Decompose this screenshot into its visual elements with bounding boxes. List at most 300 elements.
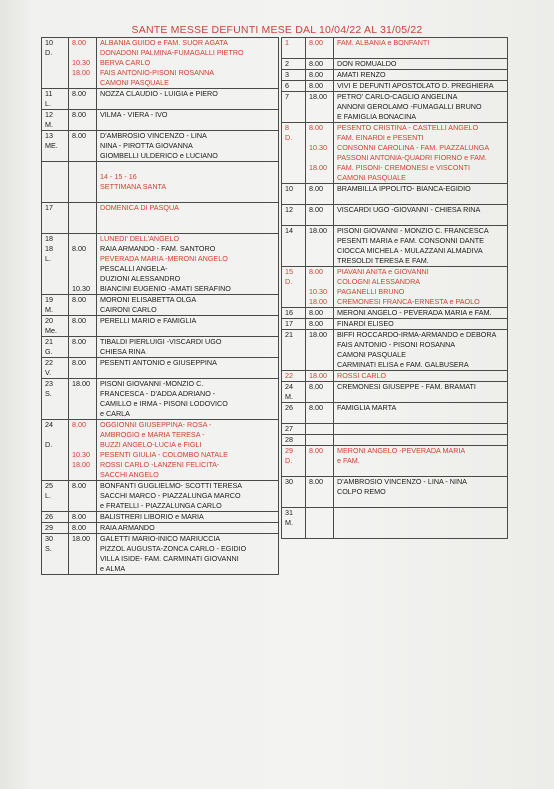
intention-names: RAIA ARMANDO - FAM. SANTORO <box>100 244 216 253</box>
mass-time: 8.00 <box>72 420 86 429</box>
day-label: 31 <box>285 508 293 517</box>
mass-time <box>309 528 333 538</box>
intention-names: FINARDI ELISEO <box>337 319 394 328</box>
intention-names: NOZZA CLAUDIO - LUIGIA e PIERO <box>100 89 218 98</box>
time-cell <box>69 534 97 575</box>
schedule-row <box>282 371 508 382</box>
mass-time <box>309 392 333 402</box>
intention-names <box>100 326 278 336</box>
day-label: 6 <box>285 81 289 90</box>
intention-cell <box>97 379 279 420</box>
mass-time <box>72 151 96 161</box>
mass-time <box>72 213 96 223</box>
day-cell <box>282 403 306 424</box>
intention-names: CAMONI PASQUALE <box>100 78 169 87</box>
mass-time: 8.00 <box>309 38 323 47</box>
mass-time <box>72 491 96 501</box>
day-label: 18 <box>45 234 53 243</box>
intention-cell <box>334 382 508 403</box>
intention-names: BIANCINI EUGENIO -AMATI SERAFINO <box>100 284 231 293</box>
day-label: 18 <box>45 244 53 253</box>
intention-cell <box>334 92 508 123</box>
mass-time: 8.00 <box>72 512 86 521</box>
day-label: 29 <box>45 523 53 532</box>
intention-names: PEVERADA MARIA -MERONI ANGELO <box>100 254 228 263</box>
schedule-row <box>282 477 508 508</box>
time-cell <box>69 337 97 358</box>
day-label: 25 <box>45 481 53 490</box>
intention-cell <box>334 308 508 319</box>
mass-time <box>309 466 333 476</box>
mass-time: 8.00 <box>72 481 86 490</box>
intention-cell <box>334 184 508 205</box>
intention-names: CAIRONI CARLO <box>100 305 157 314</box>
day-label: 2 <box>285 59 289 68</box>
schedule-row <box>282 424 508 435</box>
intention-cell <box>97 523 279 534</box>
day-cell <box>282 446 306 477</box>
day-label: D. <box>45 48 53 57</box>
mass-time <box>309 48 333 58</box>
intention-names: RAIA ARMANDO <box>100 523 155 532</box>
time-cell <box>69 481 97 512</box>
mass-time: 8.00 <box>72 89 86 98</box>
day-label: 26 <box>45 512 53 521</box>
intention-names: COLPO REMO <box>337 487 386 496</box>
schedule-row <box>282 205 508 226</box>
intention-names: TRESOLDI TERESA E FAM. <box>337 256 429 265</box>
intention-names: CIOCCA MICHELA - MULAZZANI ALMADIVA <box>337 246 483 255</box>
intention-cell <box>334 123 508 184</box>
mass-time <box>72 162 96 172</box>
mass-time <box>72 48 96 58</box>
schedule-row <box>42 481 279 512</box>
intention-names: 14 - 15 - 16 <box>100 172 137 181</box>
intention-cell <box>334 330 508 371</box>
mass-time: 10.30 <box>309 287 327 296</box>
mass-time: 18.00 <box>72 68 90 77</box>
mass-time <box>309 518 333 528</box>
day-cell <box>42 203 69 234</box>
intention-names <box>100 213 278 223</box>
intention-names: PERELLI MARIO e FAMIGLIA <box>100 316 197 325</box>
time-cell <box>306 330 334 371</box>
intention-names <box>337 392 507 402</box>
mass-time: 10.30 <box>309 143 327 152</box>
day-label: M. <box>285 392 293 401</box>
mass-time: 8.00 <box>309 184 323 193</box>
time-cell <box>306 371 334 382</box>
mass-time: 8.00 <box>72 523 86 532</box>
mass-time <box>309 133 333 143</box>
mass-time <box>72 264 96 274</box>
day-label: 30 <box>45 534 53 543</box>
intention-names: PAGANELLI BRUNO <box>337 287 405 296</box>
time-cell <box>69 203 97 234</box>
time-cell <box>69 523 97 534</box>
day-cell <box>282 81 306 92</box>
intention-cell <box>97 534 279 575</box>
mass-time: 8.00 <box>309 319 323 328</box>
intention-names: PESENTI GIULIA - COLOMBO NATALE <box>100 450 228 459</box>
mass-time: 8.00 <box>309 382 323 391</box>
day-cell <box>282 435 306 446</box>
intention-names: e FAM. <box>337 456 360 465</box>
time-cell <box>306 508 334 539</box>
intention-names: D'AMBROSIO VINCENZO - LINA <box>100 131 207 140</box>
mass-time: 10.30 <box>72 58 90 67</box>
time-cell <box>306 267 334 308</box>
day-label: 26 <box>285 403 293 412</box>
intention-names <box>337 508 507 518</box>
intention-cell <box>97 358 279 379</box>
intention-names: PIZZOL AUGUSTA-ZONCA CARLO - EGIDIO <box>100 544 247 553</box>
intention-names: CHIESA RINA <box>100 347 146 356</box>
intention-names: LUNEDI' DELL'ANGELO <box>100 234 180 243</box>
intention-names <box>337 528 507 538</box>
day-cell <box>282 92 306 123</box>
intention-cell <box>97 316 279 337</box>
time-cell <box>306 403 334 424</box>
intention-names: FAM. PISONI- CREMONESI e VISCONTI <box>337 163 470 172</box>
time-cell <box>306 59 334 70</box>
day-cell <box>282 123 306 184</box>
day-label: M. <box>45 120 53 129</box>
mass-time: 8.00 <box>309 205 323 214</box>
intention-cell <box>334 267 508 308</box>
day-label: 24 <box>45 420 53 429</box>
day-cell <box>42 295 69 316</box>
mass-time <box>309 256 333 266</box>
intention-names: OGGIONNI GIUSEPPINA- ROSA - <box>100 420 212 429</box>
day-cell <box>282 59 306 70</box>
mass-time <box>72 78 96 88</box>
intention-names: CREMONESI GIUSEPPE - FAM. BRAMATI <box>337 382 476 391</box>
schedule-row <box>42 295 279 316</box>
mass-time <box>309 102 333 112</box>
intention-names: PESCALLI ANGELA- <box>100 264 168 273</box>
intention-cell <box>334 205 508 226</box>
day-cell <box>282 70 306 81</box>
day-label: 11 <box>45 89 53 98</box>
mass-time <box>72 564 96 574</box>
intention-names <box>100 192 278 202</box>
intention-names: MERONI ANGELO -PEVERADA MARIA <box>337 446 466 455</box>
april-schedule-table <box>41 37 279 575</box>
mass-time: 8.00 <box>72 316 86 325</box>
schedule-row <box>42 89 279 110</box>
day-label: D. <box>285 456 293 465</box>
time-cell <box>306 424 334 435</box>
mass-time <box>72 223 96 233</box>
day-label: 15 <box>285 267 293 276</box>
day-label: 16 <box>285 308 293 317</box>
time-cell <box>69 358 97 379</box>
day-label: 21 <box>285 330 293 339</box>
time-cell <box>306 477 334 508</box>
intention-names: AMBROGIO e MARIA TERESA - <box>100 430 205 439</box>
day-label: 10 <box>285 184 293 193</box>
intention-names: ANNONI GEROLAMO -FUMAGALLI BRUNO <box>337 102 482 111</box>
day-cell <box>282 508 306 539</box>
intention-names: DUZIONI ALESSANDRO <box>100 274 181 283</box>
intention-cell <box>97 512 279 523</box>
intention-names: PISONI GIOVANNI - MONZIO C. FRANCESCA <box>337 226 489 235</box>
intention-cell <box>334 508 508 539</box>
intention-cell <box>334 371 508 382</box>
intention-names: FAMIGLIA MARTA <box>337 403 397 412</box>
time-cell <box>306 70 334 81</box>
intention-names: FAIS ANTONIO - PISONI ROSANNA <box>337 340 456 349</box>
intention-names <box>337 413 507 423</box>
intention-names: DONADONI PALMINA-FUMAGALLI PIETRO <box>100 48 244 57</box>
intention-names: DOMENICA DI PASQUA <box>100 203 179 212</box>
mass-time <box>72 120 96 130</box>
day-cell <box>282 38 306 59</box>
mass-time <box>72 305 96 315</box>
intention-names: FAM. ALBANIA e BONFANTI <box>337 38 430 47</box>
time-cell <box>306 123 334 184</box>
mass-time <box>309 435 333 445</box>
intention-names: BUZZI ANGELO-LUCIA e FIGLI <box>100 440 202 449</box>
mass-time: 18.00 <box>309 330 327 339</box>
day-cell <box>42 234 69 295</box>
schedule-row <box>42 379 279 420</box>
intention-cell <box>97 295 279 316</box>
day-label: D. <box>285 277 293 286</box>
intention-names: BALISTRERI LIBORIO e MARIA <box>100 512 204 521</box>
schedule-row <box>42 110 279 131</box>
mass-time <box>309 236 333 246</box>
mass-time: 18.00 <box>72 379 90 388</box>
day-cell <box>42 523 69 534</box>
day-label: 21 <box>45 337 53 346</box>
intention-names: CAMONI PASQUALE <box>337 173 406 182</box>
mass-time <box>309 497 333 507</box>
mass-time <box>72 234 96 244</box>
day-cell <box>42 379 69 420</box>
intention-names: VILMA - VIERA - IVO <box>100 110 168 119</box>
day-label: ME. <box>45 141 58 150</box>
mass-time <box>72 409 96 419</box>
day-cell <box>282 477 306 508</box>
day-label: M. <box>285 518 293 527</box>
mass-time: 18.00 <box>309 371 327 380</box>
day-cell <box>282 371 306 382</box>
time-cell <box>69 131 97 162</box>
schedule-row <box>282 435 508 446</box>
intention-cell <box>334 59 508 70</box>
mass-time <box>309 112 333 122</box>
intention-names: CONSONNI CAROLINA - FAM. PIAZZALUNGA <box>337 143 490 152</box>
mass-time: 8.00 <box>72 131 86 140</box>
mass-time <box>72 554 96 564</box>
intention-cell <box>97 131 279 162</box>
mass-time: 8.00 <box>309 403 323 412</box>
day-label: 27 <box>285 424 293 433</box>
mass-time: 8.00 <box>72 38 86 47</box>
mass-time: 8.00 <box>309 267 323 276</box>
time-cell <box>306 446 334 477</box>
intention-names: CARMINATI ELISA e FAM. GALBUSERA <box>337 360 469 369</box>
day-cell <box>42 131 69 162</box>
schedule-row <box>282 267 508 308</box>
day-cell <box>282 205 306 226</box>
schedule-row <box>42 523 279 534</box>
intention-cell <box>97 337 279 358</box>
schedule-row <box>42 316 279 337</box>
day-cell <box>42 337 69 358</box>
day-label: 24 <box>285 382 293 391</box>
day-label <box>45 172 68 182</box>
intention-names: BRAMBILLA IPPOLITO- BIANCA-EGIDIO <box>337 184 471 193</box>
intention-names: SACCHI ANGELO <box>100 470 159 479</box>
mass-time <box>72 141 96 151</box>
mass-time <box>72 172 96 182</box>
schedule-row <box>282 92 508 123</box>
intention-cell <box>97 420 279 481</box>
mass-time: 18.00 <box>72 460 90 469</box>
intention-names: CREMONESI FRANCA-ERNESTA e PAOLO <box>337 297 480 306</box>
time-cell <box>69 89 97 110</box>
mass-time: 8.00 <box>309 446 323 455</box>
day-label: 8 <box>285 123 289 132</box>
intention-names: SETTIMANA SANTA <box>100 182 167 191</box>
day-label: 17 <box>45 203 53 212</box>
time-cell <box>306 382 334 403</box>
mass-time: 10.30 <box>72 450 90 459</box>
mass-time <box>309 173 333 183</box>
day-label: 10 <box>45 38 53 47</box>
intention-names: PESENTO CRISTINA - CASTELLI ANGELO <box>337 123 479 132</box>
intention-names: PIAVANI ANITA e GIOVANNI <box>337 267 429 276</box>
mass-time <box>309 215 333 225</box>
time-cell <box>69 295 97 316</box>
day-cell <box>42 358 69 379</box>
mass-time <box>72 347 96 357</box>
intention-names: e ALMA <box>100 564 126 573</box>
schedule-row <box>282 382 508 403</box>
intention-names: PASSONI ANTONIA-QUADRI FIORNO e FAM. <box>337 153 487 162</box>
intention-names: CAMONI PASQUALE <box>337 350 406 359</box>
intention-names: PETRO' CARLO-CAGLIO ANGELINA <box>337 92 458 101</box>
intention-names: MERONI ANGELO - PEVERADA MARIA e FAM. <box>337 308 492 317</box>
mass-time <box>72 274 96 284</box>
day-label: 19 <box>45 295 53 304</box>
day-cell <box>42 420 69 481</box>
intention-names <box>100 120 278 130</box>
may-schedule-table <box>281 37 508 539</box>
mass-time <box>309 194 333 204</box>
time-cell <box>306 435 334 446</box>
day-label: 22 <box>285 371 293 380</box>
time-cell <box>69 379 97 420</box>
day-label: S. <box>45 389 52 398</box>
mass-time: 8.00 <box>72 358 86 367</box>
mass-time <box>72 389 96 399</box>
intention-names <box>100 99 278 109</box>
time-cell <box>306 92 334 123</box>
intention-names: FAIS ANTONIO-PISONI ROSANNA <box>100 68 215 77</box>
intention-names: FAM. EINARDI e PESENTI <box>337 133 424 142</box>
intention-names: VILLA ISIDE- FAM. CARMINATI GIOVANNI <box>100 554 239 563</box>
intention-names <box>100 223 278 233</box>
day-label: V. <box>45 368 52 377</box>
schedule-row <box>42 512 279 523</box>
mass-time: 8.00 <box>72 110 86 119</box>
mass-time <box>72 399 96 409</box>
schedule-row <box>42 131 279 162</box>
day-label: 23 <box>45 379 53 388</box>
intention-names: ALBANIA GUIDO e FAM. SUOR AGATA <box>100 38 228 47</box>
intention-cell <box>334 403 508 424</box>
mass-time <box>309 153 333 163</box>
mass-time <box>72 440 96 450</box>
intention-cell <box>334 226 508 267</box>
day-cell <box>282 382 306 403</box>
day-label: 30 <box>285 477 293 486</box>
mass-time: 8.00 <box>309 477 323 486</box>
schedule-row <box>42 162 279 203</box>
schedule-row <box>282 330 508 371</box>
mass-time <box>309 424 333 434</box>
time-cell <box>69 420 97 481</box>
mass-time: 8.00 <box>72 244 86 253</box>
day-label: D. <box>45 440 53 449</box>
mass-time <box>72 182 96 192</box>
intention-cell <box>334 319 508 330</box>
day-label <box>45 213 68 223</box>
day-label: 17 <box>285 319 293 328</box>
intention-names: GALETTI MARIO-INICO MARIUCCIA <box>100 534 221 543</box>
mass-time: 8.00 <box>309 59 323 68</box>
intention-names: COLOGNI ALESSANDRA <box>337 277 421 286</box>
intention-names <box>337 215 507 225</box>
day-label: M. <box>45 305 53 314</box>
intention-cell <box>97 234 279 295</box>
schedule-row <box>42 234 279 295</box>
time-cell <box>69 38 97 89</box>
time-cell <box>69 162 97 203</box>
mass-time <box>72 203 96 213</box>
mass-time <box>72 254 96 264</box>
intention-names <box>337 424 507 434</box>
intention-names: PESENTI MARIA e FAM. CONSONNI DANTE <box>337 236 484 245</box>
intention-names: PESENTI ANTONIO e GIUSEPPINA <box>100 358 217 367</box>
day-cell <box>282 308 306 319</box>
mass-time <box>309 413 333 423</box>
intention-names: PISONI GIOVANNI -MONZIO C. <box>100 379 204 388</box>
day-label <box>45 430 68 440</box>
time-cell <box>306 319 334 330</box>
day-cell <box>42 162 69 203</box>
time-cell <box>306 38 334 59</box>
day-cell <box>282 424 306 435</box>
intention-cell <box>334 81 508 92</box>
day-label: 7 <box>285 92 289 101</box>
mass-time: 18.00 <box>72 534 90 543</box>
schedule-row <box>282 226 508 267</box>
schedule-row <box>282 319 508 330</box>
day-label: D. <box>285 133 293 142</box>
schedule-row <box>42 203 279 234</box>
intention-cell <box>97 89 279 110</box>
time-cell <box>69 512 97 523</box>
mass-time <box>309 277 333 287</box>
day-cell <box>42 38 69 89</box>
schedule-row <box>282 38 508 59</box>
day-label: L. <box>45 491 51 500</box>
